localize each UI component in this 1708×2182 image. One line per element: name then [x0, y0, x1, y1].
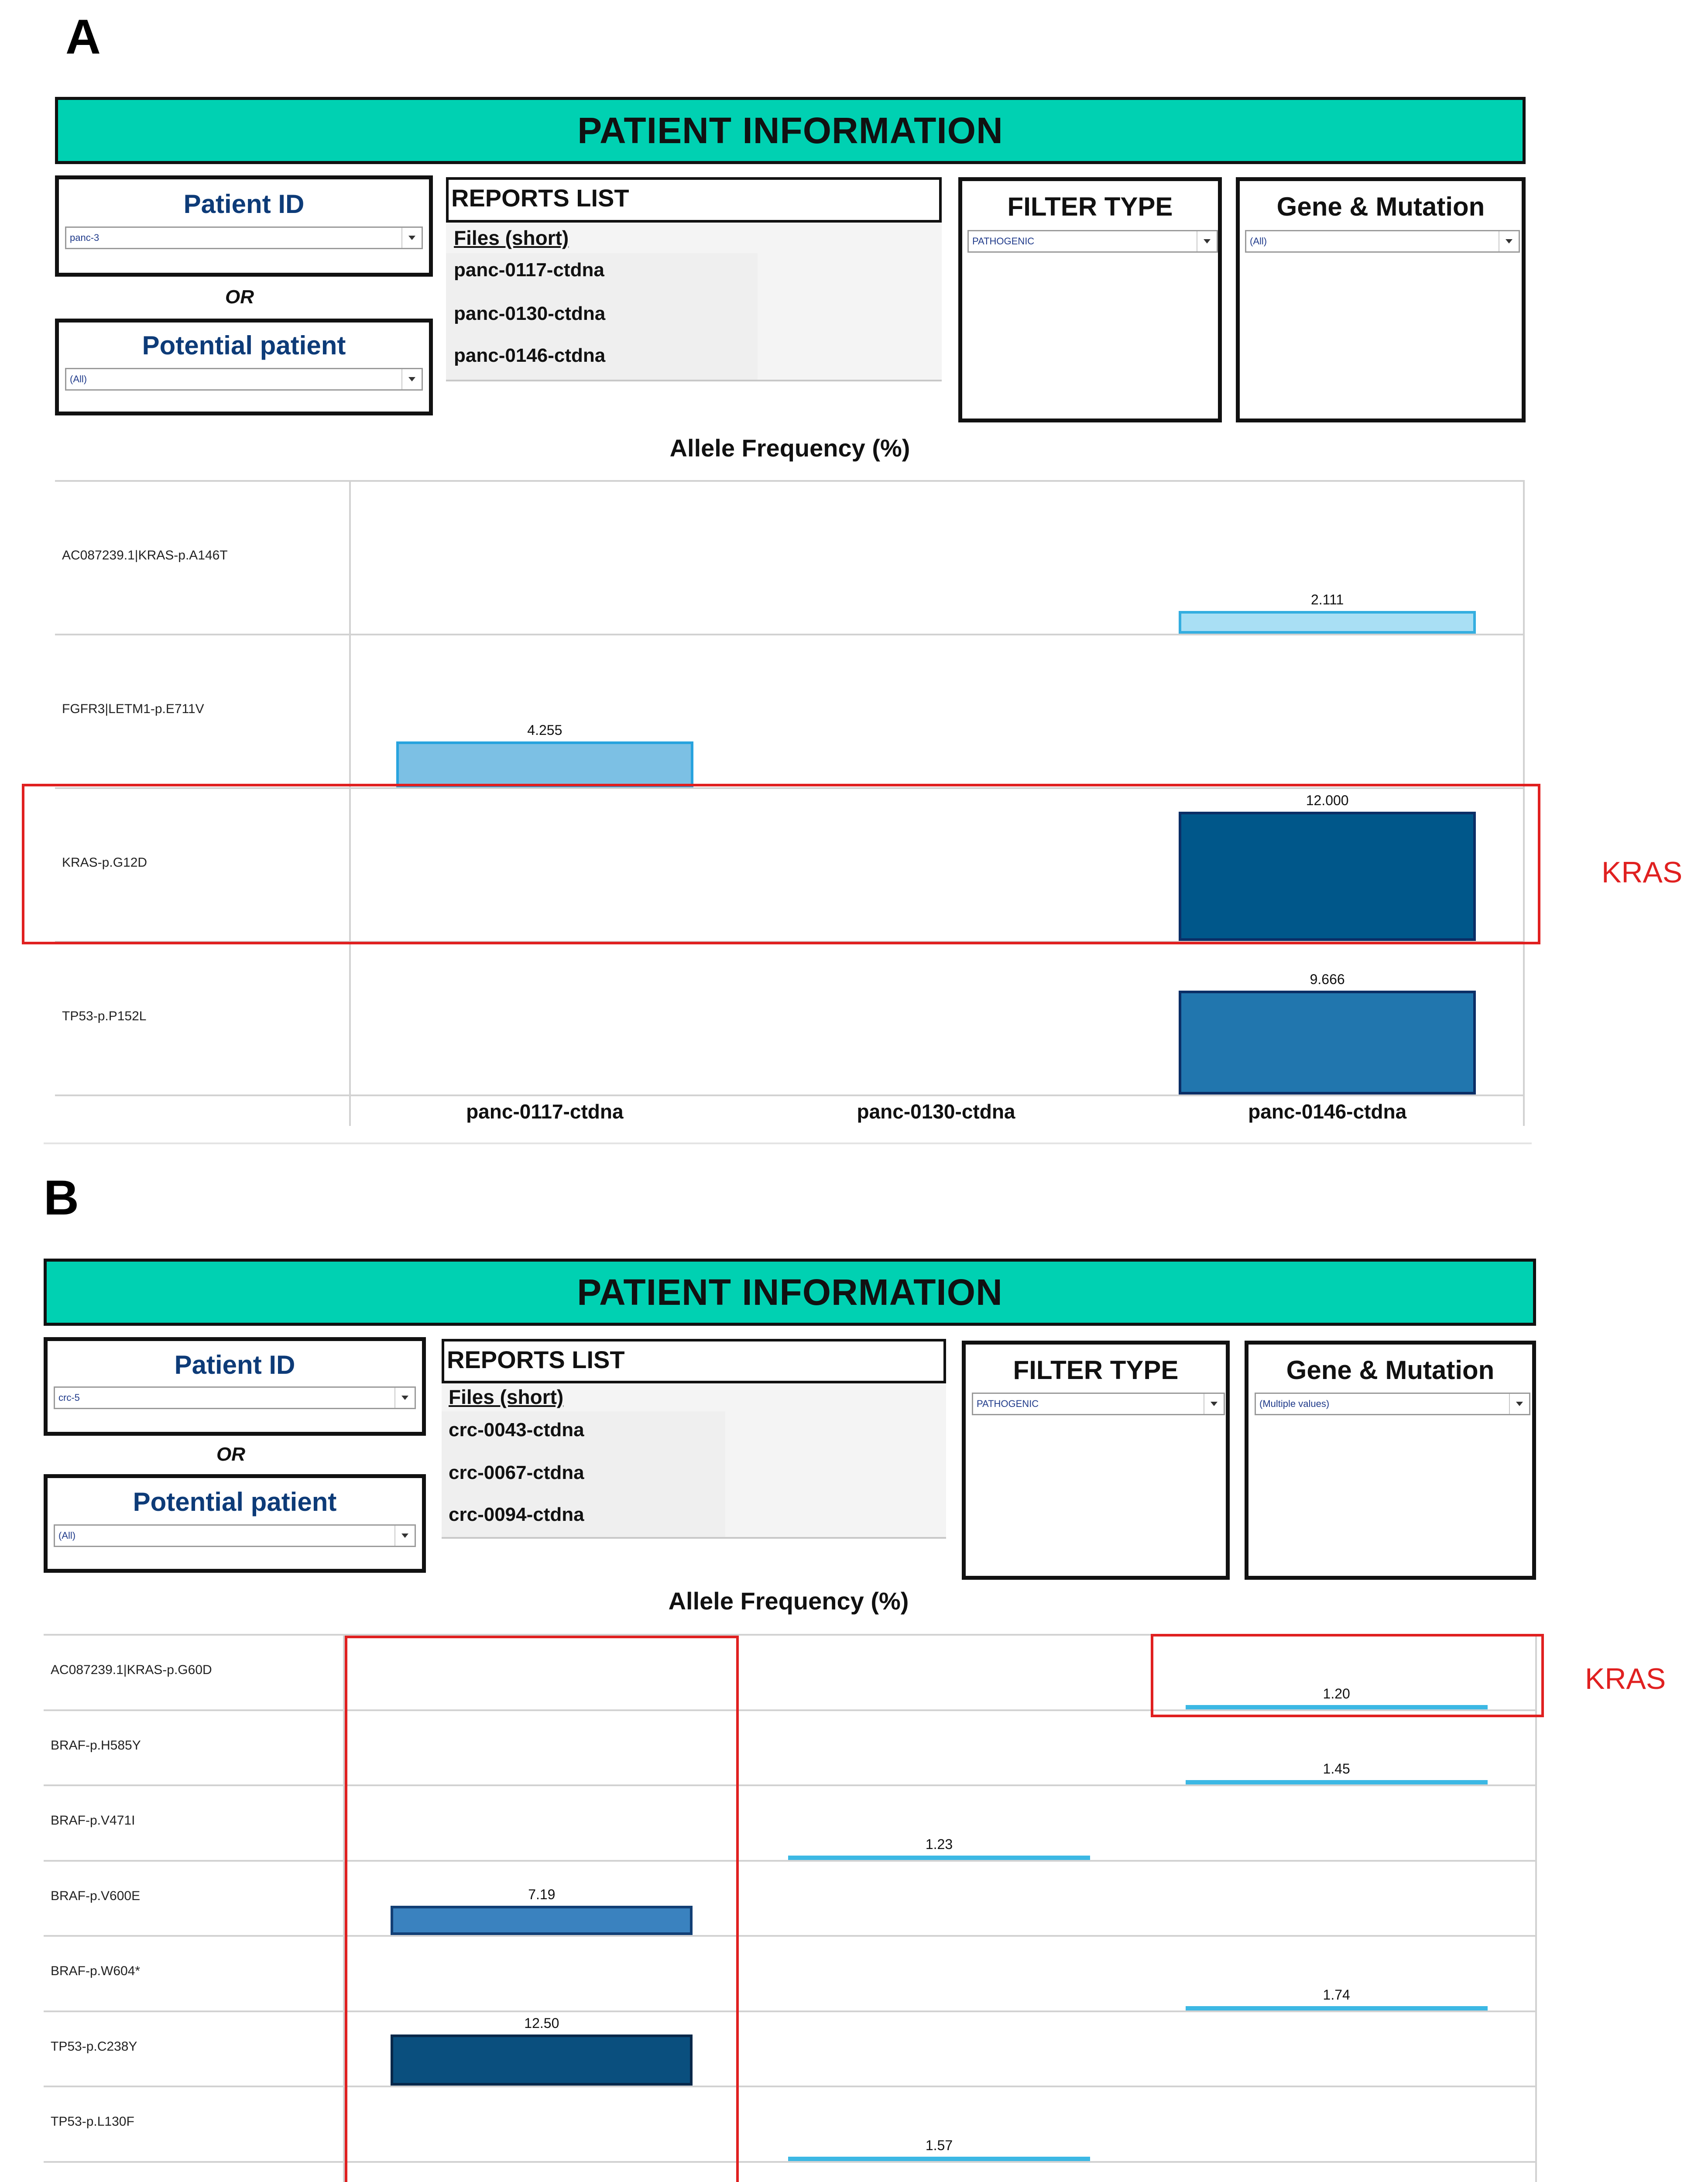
grid-line: [44, 2161, 1535, 2163]
data-label: 1.20: [1323, 1685, 1350, 1702]
column-label: panc-0117-ctdna: [466, 1100, 624, 1123]
filter-type-value: PATHOGENIC: [977, 1398, 1039, 1409]
grid-line: [44, 1634, 1535, 1636]
grid-line: [44, 1709, 1535, 1711]
row-label: AC087239.1|KRAS-p.G60D: [51, 1663, 212, 1678]
row-label: KRAS-p.G12D: [62, 855, 147, 870]
potential-patient-title: Potential patient: [142, 331, 346, 360]
data-label: 9.666: [1310, 971, 1345, 987]
data-label: 7.19: [528, 1886, 556, 1902]
data-bar[interactable]: [391, 2034, 693, 2086]
row-label: TP53-p.P152L: [62, 1009, 147, 1023]
potential-patient-dropdown[interactable]: [65, 368, 423, 391]
panel-a-reports-list-header: REPORTS LIST: [446, 177, 942, 223]
panel-b-banner: [44, 1259, 1536, 1326]
panel-b-kras-annotation: KRAS: [1585, 1662, 1666, 1695]
gene-mutation-dropdown[interactable]: [1255, 1393, 1530, 1415]
panel-a-chart-title: Allele Frequency (%): [669, 434, 910, 462]
chevron-down-icon[interactable]: [1499, 231, 1519, 251]
filter-type-title: FILTER TYPE: [1013, 1355, 1179, 1385]
data-label: 12.000: [1306, 793, 1349, 809]
grid-line: [55, 1094, 1523, 1096]
data-label: 2.111: [1310, 591, 1344, 607]
panel-b-gene-mutation-box: [1245, 1341, 1536, 1580]
grid-line: [55, 634, 1523, 635]
panel-divider: [44, 1142, 1532, 1144]
panel-a-banner: [55, 97, 1526, 164]
filter-type-title: FILTER TYPE: [1007, 192, 1173, 221]
grid-line: [55, 787, 1523, 789]
data-label: 12.50: [524, 2015, 559, 2031]
patient-id-value: panc-3: [70, 232, 99, 243]
filter-type-dropdown[interactable]: [972, 1393, 1225, 1415]
file-item[interactable]: panc-0130-ctdna: [454, 303, 606, 324]
grid-line: [44, 2010, 1535, 2012]
chevron-down-icon[interactable]: [1204, 1394, 1224, 1414]
patient-id-title: Patient ID: [183, 189, 305, 219]
files-header: Files (short): [454, 226, 569, 249]
potential-patient-value: (All): [70, 374, 87, 384]
panel-a-kras-annotation: KRAS: [1602, 856, 1683, 889]
patient-id-value: crc-5: [58, 1392, 80, 1403]
data-bar[interactable]: [1186, 2006, 1488, 2010]
data-bar[interactable]: [788, 2157, 1090, 2161]
panel-a-potential-patient-box: [55, 319, 433, 415]
potential-patient-title: Potential patient: [133, 1487, 337, 1516]
or-label: OR: [225, 286, 254, 308]
banner-title: PATIENT INFORMATION: [577, 1271, 1003, 1313]
data-label: 1.45: [1323, 1761, 1350, 1777]
row-label: BRAF-p.V600E: [51, 1888, 141, 1903]
panel-a-patient-id-box: [55, 175, 433, 277]
file-item[interactable]: crc-0094-ctdna: [449, 1504, 584, 1525]
grid-line: [44, 2086, 1535, 2087]
row-label: TP53-p.C238Y: [51, 2039, 137, 2054]
chevron-down-icon[interactable]: [1509, 1394, 1529, 1414]
file-item[interactable]: crc-0043-ctdna: [449, 1419, 584, 1441]
gene-mutation-title: Gene & Mutation: [1286, 1355, 1495, 1385]
grid-line: [55, 480, 1523, 482]
panel-b-files-area: [442, 1383, 946, 1539]
grid-line: [44, 1860, 1535, 1862]
chevron-down-icon[interactable]: [401, 228, 422, 248]
row-label: FGFR3|LETM1-p.E711V: [62, 702, 204, 716]
data-bar[interactable]: [396, 741, 693, 787]
data-bar[interactable]: [1179, 991, 1476, 1094]
gene-mutation-value: (All): [1250, 236, 1267, 247]
column-label: panc-0130-ctdna: [857, 1100, 1015, 1123]
kras-highlight-box: [345, 1636, 739, 2182]
data-label: 4.255: [527, 722, 562, 738]
row-label: TP53-p.L130F: [51, 2114, 134, 2129]
filter-type-dropdown[interactable]: [967, 230, 1218, 253]
panel-a-gene-mutation-box: [1236, 177, 1526, 422]
data-bar[interactable]: [1179, 812, 1476, 941]
potential-patient-dropdown[interactable]: [54, 1524, 416, 1547]
data-label: 1.74: [1323, 1986, 1350, 2003]
files-header: Files (short): [449, 1386, 564, 1408]
row-label: BRAF-p.H585Y: [51, 1738, 141, 1753]
chevron-down-icon[interactable]: [394, 1526, 415, 1546]
data-label: 1.57: [925, 2137, 953, 2153]
panel-a-letter: A: [65, 10, 101, 64]
file-item[interactable]: panc-0117-ctdna: [454, 259, 604, 281]
file-item[interactable]: panc-0146-ctdna: [454, 345, 606, 366]
chevron-down-icon[interactable]: [1197, 231, 1217, 251]
gene-mutation-title: Gene & Mutation: [1276, 192, 1485, 221]
panel-b-potential-patient-box: [44, 1474, 426, 1573]
axis-line: [1523, 480, 1525, 1126]
grid-line: [44, 1784, 1535, 1786]
panel-b-chart-title: Allele Frequency (%): [668, 1587, 909, 1615]
banner-title: PATIENT INFORMATION: [577, 110, 1003, 151]
axis-line: [1535, 1634, 1537, 2182]
data-bar[interactable]: [788, 1856, 1090, 1860]
panel-b-patient-id-box: [44, 1337, 426, 1436]
kras-highlight-box: [1151, 1634, 1544, 1717]
axis-line: [349, 480, 351, 1126]
panel-a-filter-type-box: [958, 177, 1222, 422]
chevron-down-icon[interactable]: [394, 1388, 415, 1408]
potential-patient-value: (All): [58, 1530, 76, 1541]
patient-id-title: Patient ID: [174, 1350, 295, 1379]
data-bar[interactable]: [1186, 1705, 1488, 1709]
row-label: BRAF-p.V471I: [51, 1813, 135, 1828]
row-label: BRAF-p.W604*: [51, 1964, 141, 1979]
column-label: panc-0146-ctdna: [1248, 1100, 1407, 1123]
data-bar[interactable]: [1186, 1780, 1488, 1784]
panel-b-letter: B: [44, 1170, 79, 1225]
data-bar[interactable]: [391, 1906, 693, 1935]
panel-b-reports-list-header: REPORTS LIST: [442, 1339, 946, 1383]
gene-mutation-value: (Multiple values): [1259, 1398, 1330, 1409]
grid-line: [44, 1935, 1535, 1937]
kras-highlight-box: [22, 784, 1540, 944]
file-item[interactable]: crc-0067-ctdna: [449, 1462, 584, 1483]
panel-a-files-area: [446, 223, 942, 381]
panel-b-filter-type-box: [962, 1341, 1230, 1580]
row-label: AC087239.1|KRAS-p.A146T: [62, 548, 228, 563]
data-bar[interactable]: [1179, 611, 1476, 634]
gene-mutation-dropdown[interactable]: [1245, 230, 1520, 253]
chevron-down-icon[interactable]: [401, 369, 422, 389]
axis-line: [343, 1634, 345, 2182]
filter-type-value: PATHOGENIC: [972, 236, 1035, 247]
or-label: OR: [216, 1444, 245, 1465]
data-label: 1.23: [925, 1836, 953, 1852]
grid-line: [55, 941, 1523, 943]
patient-id-dropdown[interactable]: [54, 1386, 416, 1409]
patient-id-dropdown[interactable]: [65, 226, 423, 249]
